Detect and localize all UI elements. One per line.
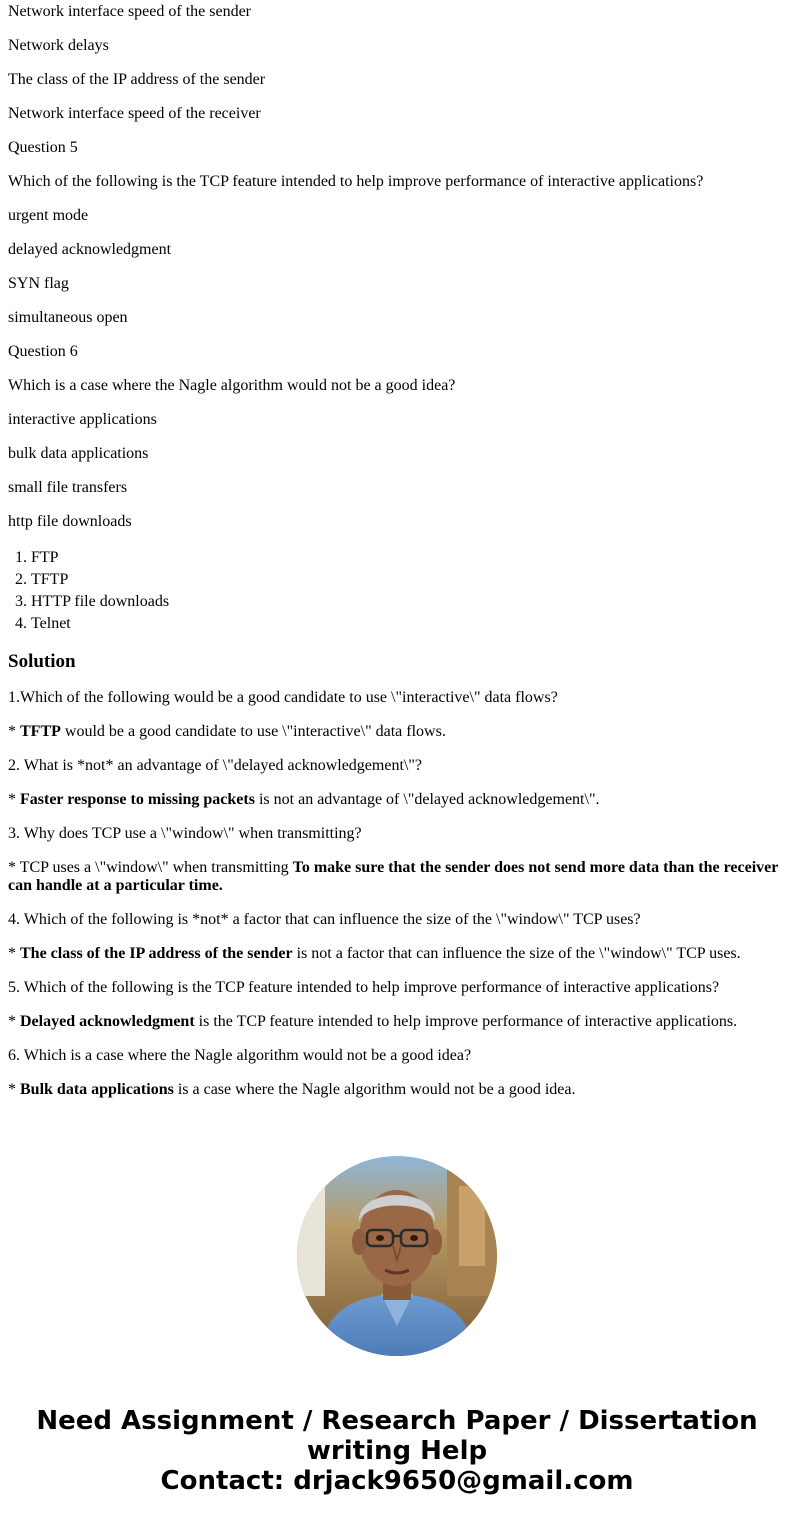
list-item: 3. HTTP file downloads: [31, 591, 786, 613]
question-heading: Question 5: [8, 139, 78, 156]
person-portrait-icon: [297, 1156, 497, 1356]
answer-prefix: *: [8, 1081, 20, 1098]
option-text: bulk data applications: [8, 445, 149, 462]
option-text: interactive applications: [8, 411, 157, 428]
option-text: delayed acknowledgment: [8, 241, 172, 258]
answer-highlight: To make sure that the sender does not send more data than the receiver can handle at a particular time.: [8, 859, 779, 894]
answer-rest: is the TCP feature intended to help improve performance of interactive applications.: [194, 1013, 738, 1030]
solution-answer: [8, 945, 786, 963]
ordered-list: [8, 547, 786, 635]
solution-item: [8, 825, 786, 895]
list-item: 2. TFTP: [31, 569, 786, 591]
solution-answer: [8, 1013, 786, 1031]
footer-line: writing Help: [306, 1436, 488, 1466]
option-text: simultaneous open: [8, 309, 128, 326]
answer-prefix: *: [8, 791, 20, 808]
question-text: Which is a case where the Nagle algorithm would not be a good idea?: [8, 377, 456, 394]
answer-highlight: Faster response to missing packets: [20, 791, 255, 808]
solution-item: [8, 689, 786, 741]
option-text: The class of the IP address of the sender: [8, 71, 266, 88]
solution-question: 1.Which of the following would be a good candidate to use \"interactive\" data flows?: [8, 689, 558, 706]
answer-rest: is a case where the Nagle algorithm would not be a good idea.: [173, 1081, 576, 1098]
answer-prefix: *: [8, 723, 20, 740]
solution-question: 4. Which of the following is *not* a factor that can influence the size of the \"window\" TCP uses?: [8, 911, 641, 928]
option-text: Network interface speed of the receiver: [8, 105, 261, 122]
list-item: 1. FTP: [31, 547, 786, 569]
solution-answer: [8, 1081, 786, 1099]
solution-item: [8, 757, 786, 809]
solution-question: 2. What is *not* an advantage of \"delayed acknowledgement\"?: [8, 757, 422, 774]
footer-contact-email: Contact: drjack9650@gmail.com: [160, 1466, 634, 1496]
solution-question: 6. Which is a case where the Nagle algorithm would not be a good idea?: [8, 1047, 472, 1064]
solution-answer: [8, 791, 786, 809]
footer-contact: [0, 1406, 794, 1496]
solution-question: 5. Which of the following is the TCP feature intended to help improve performance of interactive applications?: [8, 979, 720, 996]
option-text: SYN flag: [8, 275, 69, 292]
option-text: small file transfers: [8, 479, 128, 496]
answer-prefix: * TCP uses a \"window\" when transmitting: [8, 859, 293, 876]
author-avatar: [297, 1156, 497, 1356]
answer-prefix: *: [8, 945, 20, 962]
answer-highlight: The class of the IP address of the sender: [20, 945, 293, 962]
answer-rest: is not an advantage of \"delayed acknowledgement\".: [254, 791, 600, 808]
option-text: Network interface speed of the sender: [8, 3, 251, 20]
question-heading: Question 6: [8, 343, 78, 360]
answer-highlight: Delayed acknowledgment: [20, 1013, 195, 1030]
document-body: [0, 3, 794, 1099]
answer-prefix: *: [8, 1013, 20, 1030]
list-item: 4. Telnet: [31, 613, 786, 635]
solution-item: [8, 911, 786, 963]
option-text: http file downloads: [8, 513, 132, 530]
question-text: Which of the following is the TCP feature intended to help improve performance of interactive applications?: [8, 173, 704, 190]
option-text: urgent mode: [8, 207, 89, 224]
solution-answer: [8, 723, 786, 741]
answer-highlight: TFTP: [20, 723, 61, 740]
answer-rest: would be a good candidate to use \"interactive\" data flows.: [60, 723, 446, 740]
option-text: Network delays: [8, 37, 109, 54]
footer-line: Need Assignment / Research Paper / Dissertation: [36, 1406, 758, 1436]
solution-heading: Solution: [8, 651, 76, 672]
solution-answer: [8, 859, 786, 895]
solution-item: [8, 979, 786, 1031]
answer-rest: is not a factor that can influence the size of the \"window\" TCP uses.: [292, 945, 741, 962]
solution-question: 3. Why does TCP use a \"window\" when transmitting?: [8, 825, 362, 842]
solution-item: [8, 1047, 786, 1099]
answer-highlight: Bulk data applications: [20, 1081, 174, 1098]
